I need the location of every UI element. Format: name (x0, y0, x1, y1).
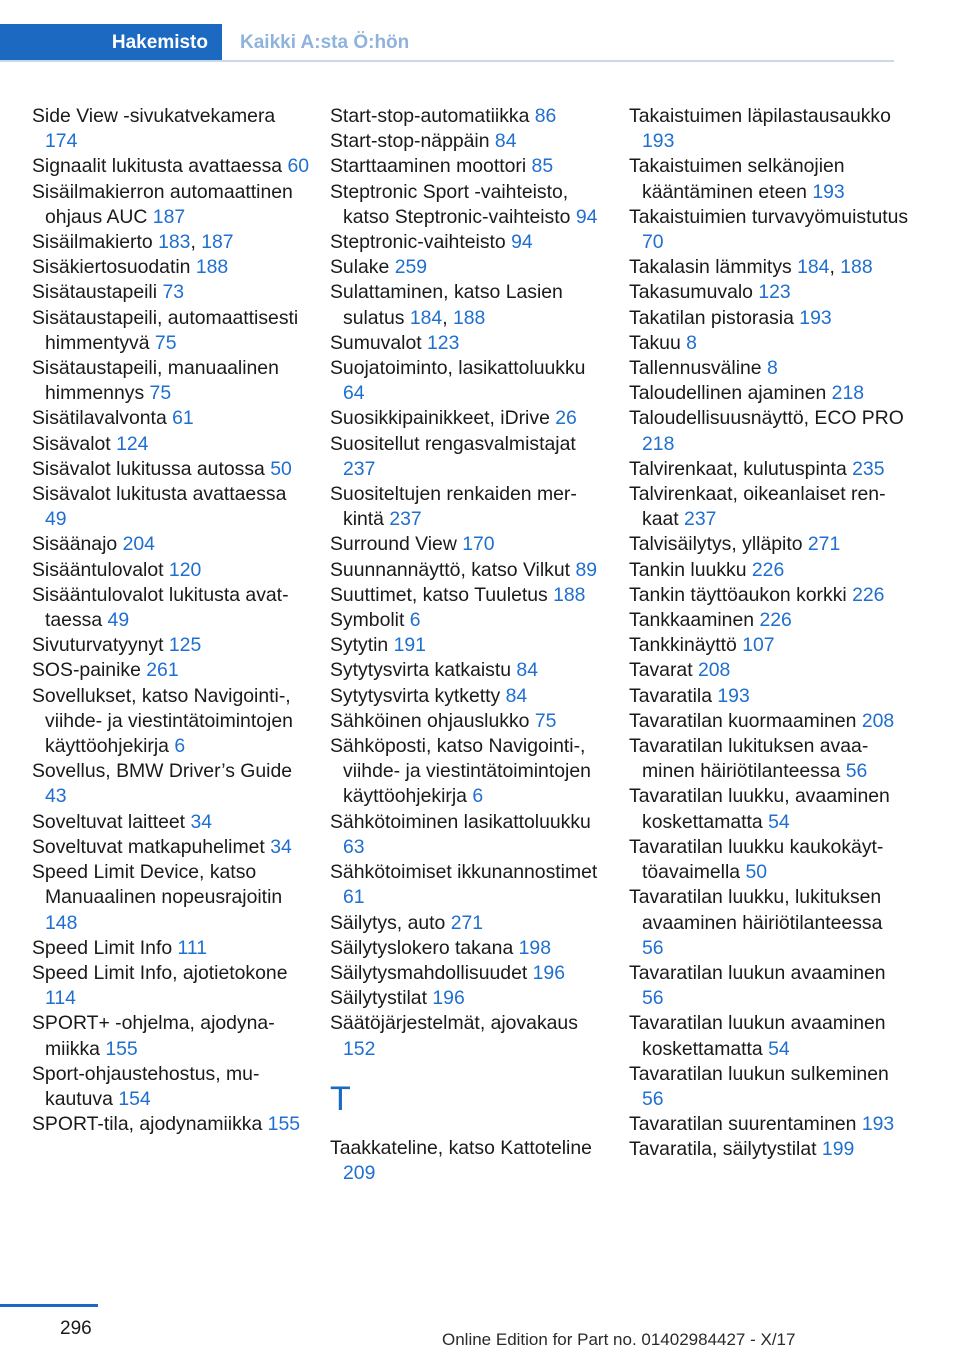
index-entry (629, 1011, 909, 1061)
page-link[interactable]: 111 (177, 936, 208, 959)
index-entry (330, 936, 610, 961)
page-link[interactable]: 49 (107, 609, 130, 632)
entry-term: Sisätilavalvonta (32, 407, 167, 430)
index-column-2 (330, 104, 610, 1186)
tab-hakemisto[interactable]: Hakemisto (0, 24, 222, 62)
entry-term: Tavaratilan luukku, avaaminen koskettamatta (629, 785, 890, 833)
page-link[interactable]: 107 (742, 634, 775, 657)
index-entry (629, 709, 909, 734)
entry-term: Sisäkiertosuodatin (32, 256, 191, 279)
page-link[interactable]: 84 (494, 130, 517, 153)
page-link[interactable]: 237 (343, 457, 376, 480)
page-link[interactable]: 188 (195, 256, 229, 279)
index-entry (330, 129, 610, 154)
entry-term: Sytytin (330, 634, 389, 657)
index-entry (32, 1112, 312, 1137)
index-entry (629, 1137, 909, 1162)
index-entry (330, 633, 610, 658)
entry-term: Sulake (330, 256, 390, 279)
entry-term: Soveltuvat matkapuhelimet (32, 835, 265, 858)
entry-term: Tavaratilan luukku, lukituksen avaaminen häiriötilanteessa (629, 886, 883, 934)
entry-term: Talvisäilytys, ylläpito (629, 533, 803, 556)
entry-term: SPORT+ -ohjelma, ajodynamiikka (32, 1012, 275, 1060)
page-link[interactable]: 226 (852, 583, 885, 606)
index-entry (629, 835, 909, 885)
index-entry (330, 860, 610, 910)
entry-term: Sport-ohjaustehostus, mukautuva (32, 1062, 260, 1110)
index-entry (629, 280, 909, 305)
index-entry (32, 759, 312, 809)
entry-term: Säilytysmahdollisuudet (330, 961, 528, 984)
page-link[interactable]: 204 (122, 533, 155, 556)
entry-term: Sisätaustapeili (32, 281, 158, 304)
page-link[interactable]: 235 (852, 457, 885, 480)
page-link[interactable]: 50 (270, 457, 292, 480)
page-link[interactable]: 75 (154, 331, 177, 354)
entry-term: Speed Limit Info (32, 936, 173, 959)
header-divider (0, 60, 894, 62)
page-link[interactable]: 43 (45, 785, 67, 808)
index-entry (629, 306, 909, 331)
index-entry (629, 885, 909, 961)
entry-term: Signaalit lukitusta avattaessa (32, 155, 283, 178)
index-entry (32, 936, 312, 961)
entry-term: Sisävalot (32, 432, 111, 455)
index-entry (32, 180, 312, 230)
page-link[interactable]: 89 (575, 558, 598, 581)
index-entry (629, 532, 909, 557)
index-entry (330, 1011, 610, 1061)
entry-term: Sisävalot lukitussa autossa (32, 457, 265, 480)
index-entry (629, 104, 909, 154)
index-entry (32, 1011, 312, 1061)
page-link[interactable]: 61 (172, 407, 194, 430)
page-link[interactable]: 154 (118, 1087, 151, 1110)
entry-term: Speed Limit Device, katso Manuaalinen nopeusrajoitin (32, 861, 283, 909)
entry-term: Tavaratilan suurentaminen (629, 1113, 857, 1136)
entry-term: Säilytys, auto (330, 911, 446, 934)
entry-term: Sytytysvirta kytketty (330, 684, 501, 707)
page-link[interactable]: 6 (409, 609, 421, 632)
index-entry (32, 306, 312, 356)
page-link[interactable]: 75 (534, 709, 557, 732)
page-link[interactable]: 193 (642, 130, 675, 153)
page-link[interactable]: 8 (686, 331, 697, 354)
page-link[interactable]: 94 (511, 231, 533, 254)
page-link[interactable]: 226 (759, 609, 792, 632)
page-link[interactable]: 61 (343, 886, 365, 909)
footer-divider (0, 1304, 98, 1307)
index-entry (32, 658, 312, 683)
entry-term: Taloudellisuusnäyttö, ECO PRO (629, 407, 904, 430)
page-link[interactable]: 6 (472, 785, 484, 808)
index-entry (32, 558, 312, 583)
index-entry (629, 406, 909, 456)
index-entry (32, 684, 312, 760)
page-link[interactable]: 6 (174, 735, 186, 758)
tab-kaikki-a-o[interactable]: Kaikki A:sta Ö:hön (240, 32, 410, 53)
entry-term: Sisääntulovalot lukitusta avattaessa (32, 583, 289, 632)
page-link[interactable]: 49 (45, 508, 67, 531)
index-entry (32, 835, 312, 860)
index-entry (32, 280, 312, 305)
index-entry (32, 583, 312, 633)
index-entry (629, 784, 909, 834)
page-link[interactable]: 73 (162, 281, 185, 304)
page-link[interactable]: 188 (553, 583, 586, 606)
entry-term: Tavaratilan luukun sulkeminen (629, 1062, 889, 1085)
entry-term: Symbolit (330, 609, 405, 632)
index-entry (330, 432, 610, 482)
index-list-s (330, 104, 610, 1062)
index-entry (330, 558, 610, 583)
page-link[interactable]: 226 (751, 558, 785, 581)
page-link[interactable]: 174 (45, 130, 78, 153)
page-link[interactable]: 198 (518, 936, 551, 959)
index-entry (629, 356, 909, 381)
index-entry (32, 406, 312, 431)
page-link[interactable]: 34 (190, 810, 213, 833)
page-link[interactable]: 199 (821, 1138, 855, 1161)
index-entry (330, 734, 610, 810)
index-entry (629, 658, 909, 683)
index-entry (330, 608, 610, 633)
index-entry (330, 331, 610, 356)
page-link[interactable]: 196 (432, 987, 465, 1010)
entry-term: Starttaaminen moottori (330, 155, 527, 178)
page-link[interactable]: 125 (168, 634, 202, 657)
page-link[interactable]: 183 (158, 231, 191, 254)
entry-term: Surround View (330, 533, 457, 556)
page-link[interactable]: 271 (450, 911, 484, 934)
entry-term: Tavaratila (629, 684, 712, 707)
index-entry (32, 633, 312, 658)
index-entry: Sisäilmakierto 183, 187 (32, 231, 234, 254)
index-entry (629, 633, 909, 658)
section-letter: T (330, 1079, 351, 1118)
index-entry (330, 709, 610, 734)
page-link[interactable]: 237 (684, 508, 717, 531)
index-entry: Sulattaminen, katso Lasien sulatus 184, 188 (330, 281, 563, 329)
page-link[interactable]: 63 (343, 835, 365, 858)
index-entry (629, 961, 909, 1011)
index-entry (330, 1136, 610, 1186)
entry-term: Sähkötoiminen lasikattoluukku (330, 810, 591, 833)
entry-term: Tankkaaminen (629, 609, 755, 632)
entry-term: Steptronic-vaihteisto (330, 231, 506, 254)
index-column-3 (629, 104, 909, 1163)
entry-term: Speed Limit Info, ajotietokone (32, 961, 288, 984)
page-link[interactable]: 184 (797, 256, 830, 279)
index-entry (629, 457, 909, 482)
index-entry (629, 482, 909, 532)
entry-term: Talvirenkaat, kulutuspinta (629, 457, 847, 480)
index-entry (32, 457, 312, 482)
page-link[interactable]: 56 (642, 1087, 664, 1110)
index-entry (32, 810, 312, 835)
edition-note: Online Edition for Part no. 01402984427 - X/17 (442, 1330, 796, 1349)
page-link[interactable]: 193 (799, 306, 832, 329)
index-entry (32, 482, 312, 532)
entry-term: SPORT-tila, ajodynamiikka (32, 1113, 263, 1136)
page-link[interactable]: 85 (531, 155, 554, 178)
entry-term: Takaistuimen läpilastausaukko (629, 105, 891, 127)
entry-term: Säätöjärjestelmät, ajovakaus (330, 1012, 578, 1035)
index-entry (330, 104, 610, 129)
index-entry (629, 331, 909, 356)
index-entry (330, 406, 610, 431)
entry-term: Taloudellinen ajaminen (629, 382, 827, 405)
page-link[interactable]: 188 (840, 256, 873, 279)
page-link[interactable]: 271 (807, 533, 841, 556)
page-link[interactable]: 193 (861, 1113, 895, 1136)
index-entry (629, 154, 909, 204)
page-link[interactable]: 218 (831, 382, 865, 405)
index-entry (32, 154, 312, 179)
entry-term: Suosikkipainikkeet, iDrive (330, 407, 550, 430)
page-link[interactable]: 208 (861, 709, 895, 732)
index-entry (32, 104, 312, 154)
page-link[interactable]: 193 (717, 684, 750, 707)
entry-term: Sisäilmakierto (32, 231, 153, 254)
index-entry (629, 684, 909, 709)
page-link[interactable]: 50 (745, 861, 768, 884)
entry-term: Sisätaustapeili, manuaalinen himmennys (32, 357, 279, 405)
page-link[interactable]: 155 (267, 1113, 301, 1136)
entry-term: Sovellus, BMW Driver’s Guide (32, 760, 293, 783)
page-link[interactable]: 26 (555, 407, 577, 430)
page-link[interactable]: 8 (766, 357, 778, 380)
page-link[interactable]: 124 (116, 432, 149, 455)
entry-term: Sähkötoimiset ikkunannostimet (330, 861, 598, 884)
index-entry (629, 558, 909, 583)
entry-term: Säilytyslokero takana (330, 936, 514, 959)
entry-term: Sisäilmakierron automaattinen ohjaus AUC (32, 180, 293, 228)
index-entry (330, 583, 610, 608)
page-link[interactable]: 170 (462, 533, 495, 556)
page-link[interactable]: 218 (642, 432, 675, 455)
page-link[interactable]: 237 (389, 508, 422, 531)
entry-term: Sivuturvatyynyt (32, 634, 164, 657)
page-link[interactable]: 123 (427, 331, 460, 354)
index-entry (330, 658, 610, 683)
entry-term: Suositeltujen renkaiden merkintä (330, 483, 577, 531)
index-entry (330, 180, 610, 230)
index-list-t (330, 1136, 610, 1186)
page-link[interactable]: 259 (394, 256, 428, 279)
entry-term: Suositellut rengasvalmistajat (330, 432, 576, 455)
index-entry (330, 911, 610, 936)
page-link[interactable]: 208 (697, 659, 731, 682)
page-link[interactable]: 261 (146, 659, 179, 682)
index-entry (32, 432, 312, 457)
index-entry (629, 1112, 909, 1137)
page-link[interactable]: 187 (201, 231, 234, 254)
page-link[interactable]: 84 (505, 684, 528, 707)
page-link[interactable]: 123 (758, 281, 791, 304)
page-link[interactable]: 34 (270, 835, 292, 858)
page-link[interactable]: 84 (516, 659, 538, 682)
page-link[interactable]: 148 (45, 911, 78, 934)
entry-term: Takatilan pistorasia (629, 306, 794, 329)
entry-term: Steptronic Sport -vaihteisto, katso Steptronic-vaihteisto (330, 180, 571, 228)
entry-term: Sisätaustapeili, automaattisesti himmentyvä (32, 306, 299, 354)
page-link[interactable]: 54 (768, 810, 790, 833)
index-entry (330, 230, 610, 255)
entry-term: Tavarat (629, 659, 693, 682)
entry-term: Takaistuimien turvavyömuistutus (629, 205, 909, 228)
index-entry (32, 860, 312, 936)
page-link[interactable]: 209 (343, 1161, 376, 1184)
entry-term: Tankkinäyttö (629, 634, 737, 657)
index-entry (629, 205, 909, 255)
page-link[interactable]: 60 (287, 155, 310, 178)
page-link[interactable]: 75 (149, 382, 172, 405)
entry-term: Sytytysvirta katkaistu (330, 659, 512, 682)
index-entry (330, 356, 610, 406)
index-entry (629, 583, 909, 608)
page-link[interactable]: 86 (534, 105, 557, 127)
page-link[interactable]: 187 (152, 205, 186, 228)
entry-term: Sähköposti, katso Navigointi-, viihde- ja viestintätoimintojen käyttöohjekirja (330, 735, 591, 808)
entry-term: Takaistuimen selkänojien kääntäminen eteen (629, 155, 845, 203)
entry-term: Tankin luukku (629, 558, 747, 581)
index-entry (629, 381, 909, 406)
entry-term: Tavaratilan kuormaaminen (629, 709, 857, 732)
index-entry (629, 1062, 909, 1112)
index-column-1 (32, 104, 312, 1137)
page-link[interactable]: 56 (642, 936, 664, 959)
entry-term: Suojatoiminto, lasikattoluukku (330, 357, 586, 380)
page-link[interactable]: 184 (409, 306, 443, 329)
index-entry (330, 532, 610, 557)
entry-term: Sumuvalot (330, 331, 422, 354)
entry-term: Sisääntulovalot (32, 558, 164, 581)
index-entry (330, 255, 610, 280)
index-entry (330, 154, 610, 179)
page-link[interactable]: 152 (343, 1037, 376, 1060)
entry-term: Suunnannäyttö, katso Vilkut (330, 558, 571, 581)
entry-term: Tavaratilan luukun avaaminen (629, 961, 886, 984)
index-entry (32, 532, 312, 557)
entry-term: Taakkateline, katso Kattoteline (330, 1136, 592, 1159)
index-entry: Takalasin lämmitys 184, 188 (629, 256, 873, 279)
index-entry (629, 608, 909, 633)
page-link[interactable]: 94 (575, 205, 598, 228)
entry-term: Tavaratilan luukun avaaminen koskettamatta (629, 1012, 886, 1060)
entry-term: Takalasin lämmitys (629, 256, 792, 279)
entry-term: SOS-painike (32, 659, 141, 682)
entry-term: Start-stop-näppäin (330, 130, 490, 153)
entry-term: Tavaratila, säilytystilat (629, 1138, 817, 1161)
entry-term: Takasumuvalo (629, 281, 753, 304)
page-number: 296 (60, 1318, 92, 1339)
entry-term: Talvirenkaat, oikeanlaiset renkaat (629, 483, 886, 531)
page-link[interactable]: 196 (532, 961, 565, 984)
index-entry (330, 482, 610, 532)
index-entry (330, 684, 610, 709)
entry-term: Side View -sivukatvekamera (32, 105, 276, 127)
index-entry (32, 255, 312, 280)
index-entry (330, 961, 610, 986)
entry-term: Sähköinen ohjauslukko (330, 709, 530, 732)
index-entry (32, 356, 312, 406)
entry-term: Tavaratilan lukituksen avaaminen häiriötilanteessa (629, 735, 869, 783)
entry-term: Tallennusväline (629, 357, 762, 380)
entry-term: Soveltuvat laitteet (32, 810, 186, 833)
entry-term: Säilytystilat (330, 987, 427, 1010)
entry-term: Suuttimet, katso Tuuletus (330, 583, 548, 606)
index-entry (32, 961, 312, 1011)
index-entry (330, 986, 610, 1011)
page-link[interactable]: 193 (812, 180, 845, 203)
page-link[interactable]: 155 (105, 1037, 138, 1060)
entry-term: Sisäänajo (32, 533, 118, 556)
entry-term: Tavaratilan luukku kaukokäyttöavaimella (629, 835, 884, 884)
entry-term: Takuu (629, 331, 681, 354)
page-link[interactable]: 70 (642, 231, 664, 254)
index-entry (629, 734, 909, 784)
entry-term: Sisävalot lukitusta avattaessa (32, 483, 287, 506)
page-link[interactable]: 64 (343, 382, 365, 405)
page-link[interactable]: 191 (393, 634, 426, 657)
page-link[interactable]: 188 (452, 306, 486, 329)
page-link[interactable]: 54 (768, 1037, 790, 1060)
page-link[interactable]: 114 (45, 987, 76, 1010)
index-entry (330, 810, 610, 860)
entry-term: Sulattaminen, katso Lasien sulatus (330, 281, 563, 329)
page-link[interactable]: 56 (845, 760, 868, 783)
entry-term: Start-stop-automatiikka (330, 105, 530, 127)
page-link[interactable]: 120 (168, 558, 202, 581)
entry-term: Sovellukset, katso Navigointi-, viihde- ja viestintätoimintojen käyttöohjekirja (32, 684, 293, 758)
entry-term: Tankin täyttöaukon korkki (629, 583, 847, 606)
page-link[interactable]: 56 (642, 987, 664, 1010)
index-entry (32, 1062, 312, 1112)
